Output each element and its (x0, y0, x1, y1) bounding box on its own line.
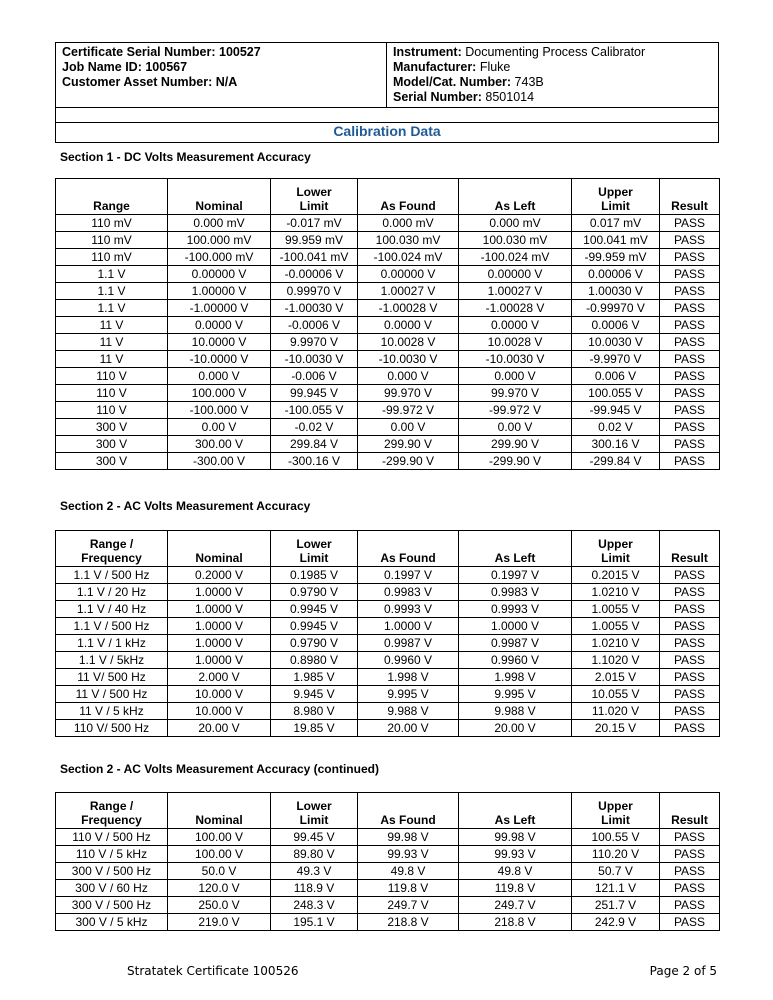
instrument-line: Instrument: Documenting Process Calibrator (393, 45, 646, 59)
table-row (56, 402, 720, 419)
column-header: As Found (358, 793, 459, 829)
table-cell: 1.0210 V (572, 635, 660, 652)
table-row (56, 635, 720, 652)
table-cell: PASS (660, 914, 720, 931)
table-cell: 242.9 V (572, 914, 660, 931)
column-header: Range / Frequency (56, 793, 168, 829)
table-cell: 10.0000 V (168, 334, 271, 351)
table-cell: 50.7 V (572, 863, 660, 880)
table-cell: 300 V (56, 436, 168, 453)
table-cell: 195.1 V (271, 914, 358, 931)
table-cell: 89.80 V (271, 846, 358, 863)
table-cell: 49.3 V (271, 863, 358, 880)
table-cell: -10.0000 V (168, 351, 271, 368)
table-cell: -10.0030 V (358, 351, 459, 368)
table-row (56, 880, 720, 897)
table-cell: 1.0000 V (168, 635, 271, 652)
table-cell: 9.9970 V (271, 334, 358, 351)
serial-number-line: Serial Number: 8501014 (393, 90, 535, 104)
customer-asset-number: Customer Asset Number: N/A (62, 75, 238, 89)
table-row (56, 686, 720, 703)
table-cell: 1.00030 V (572, 283, 660, 300)
table-cell: PASS (660, 266, 720, 283)
table-cell: -100.041 mV (271, 249, 358, 266)
table-cell: 100.030 mV (459, 232, 572, 249)
table-cell: 100.000 mV (168, 232, 271, 249)
column-header: As Left (459, 793, 572, 829)
table-cell: 10.0028 V (459, 334, 572, 351)
column-header: As Left (459, 531, 572, 567)
table-cell: 249.7 V (358, 897, 459, 914)
table-cell: 1.00027 V (358, 283, 459, 300)
table-cell: -0.017 mV (271, 215, 358, 232)
table-cell: 1.1 V / 500 Hz (56, 618, 168, 635)
table-cell: 119.8 V (459, 880, 572, 897)
table-cell: PASS (660, 897, 720, 914)
column-header: Result (660, 531, 720, 567)
table-cell: 1.1 V (56, 266, 168, 283)
table-cell: 119.8 V (358, 880, 459, 897)
manufacturer-line: Manufacturer: Fluke (393, 60, 511, 74)
table-cell: -99.959 mV (572, 249, 660, 266)
table-cell: 0.9987 V (358, 635, 459, 652)
table-cell: 250.0 V (168, 897, 271, 914)
table-cell: 0.000 mV (358, 215, 459, 232)
table-cell: -0.99970 V (572, 300, 660, 317)
table-cell: 9.988 V (358, 703, 459, 720)
table-cell: PASS (660, 436, 720, 453)
table-cell: PASS (660, 215, 720, 232)
table-cell: 251.7 V (572, 897, 660, 914)
table-cell: 1.1020 V (572, 652, 660, 669)
table-cell: 100.00 V (168, 846, 271, 863)
table-cell: 1.00000 V (168, 283, 271, 300)
table-row (56, 567, 720, 584)
table-cell: 11 V / 5 kHz (56, 703, 168, 720)
table-row (56, 618, 720, 635)
table-cell: 1.998 V (358, 669, 459, 686)
table-cell: -99.972 V (358, 402, 459, 419)
table-cell: 300 V (56, 453, 168, 470)
table-cell: 300.00 V (168, 436, 271, 453)
column-header: As Found (358, 179, 459, 215)
table-row (56, 419, 720, 436)
table-row (56, 283, 720, 300)
table-cell: PASS (660, 686, 720, 703)
job-name-id: Job Name ID: 100567 (62, 60, 188, 74)
table-row (56, 846, 720, 863)
calibration-data-title: Calibration Data (56, 123, 719, 143)
table-cell: 11 V / 500 Hz (56, 686, 168, 703)
table-row (56, 703, 720, 720)
table-cell: 2.000 V (168, 669, 271, 686)
table-cell: 100.55 V (572, 829, 660, 846)
table-cell: 100.030 mV (358, 232, 459, 249)
section-1-title: Section 1 - DC Volts Measurement Accuracy (60, 150, 311, 164)
table-cell: 11 V (56, 317, 168, 334)
table-cell: 0.000 V (459, 368, 572, 385)
table-cell: PASS (660, 351, 720, 368)
table-cell: -299.90 V (358, 453, 459, 470)
table-header-row (56, 179, 720, 215)
table-row (56, 232, 720, 249)
table-cell: 300 V / 60 Hz (56, 880, 168, 897)
table-cell: PASS (660, 567, 720, 584)
table-cell: 0.00000 V (168, 266, 271, 283)
table-cell: 110 mV (56, 249, 168, 266)
column-header: As Found (358, 531, 459, 567)
table-cell: 118.9 V (271, 880, 358, 897)
table-cell: 20.00 V (358, 720, 459, 737)
table-cell: 1.0210 V (572, 584, 660, 601)
table-cell: 0.00000 V (459, 266, 572, 283)
table-cell: 1.0000 V (168, 601, 271, 618)
column-header: Lower Limit (271, 793, 358, 829)
table-row (56, 334, 720, 351)
table-row (56, 317, 720, 334)
table-cell: 19.85 V (271, 720, 358, 737)
column-header: Lower Limit (271, 179, 358, 215)
table-cell: 1.1 V / 500 Hz (56, 567, 168, 584)
table-row (56, 215, 720, 232)
table-cell: -99.945 V (572, 402, 660, 419)
table-cell: -0.02 V (271, 419, 358, 436)
table-cell: 99.93 V (358, 846, 459, 863)
table-cell: 99.45 V (271, 829, 358, 846)
table-cell: -0.00006 V (271, 266, 358, 283)
section-2-continued-title: Section 2 - AC Volts Measurement Accuracy (continued) (60, 762, 379, 776)
table-cell: 9.995 V (459, 686, 572, 703)
table-cell: PASS (660, 863, 720, 880)
table-cell: PASS (660, 720, 720, 737)
table-cell: -0.006 V (271, 368, 358, 385)
table-cell: -100.024 mV (358, 249, 459, 266)
table-cell: 11 V (56, 334, 168, 351)
table-cell: PASS (660, 283, 720, 300)
table-cell: 1.985 V (271, 669, 358, 686)
table-cell: PASS (660, 601, 720, 618)
table-cell: 0.1997 V (459, 567, 572, 584)
table-cell: 0.9960 V (358, 652, 459, 669)
table-cell: -100.055 V (271, 402, 358, 419)
table-cell: 0.2000 V (168, 567, 271, 584)
table-row (56, 863, 720, 880)
model-line: Model/Cat. Number: 743B (393, 75, 544, 89)
table-cell: 248.3 V (271, 897, 358, 914)
table-cell: 0.0000 V (358, 317, 459, 334)
table-cell: 1.1 V / 40 Hz (56, 601, 168, 618)
table-cell: 300 V (56, 419, 168, 436)
footer-certificate: Stratatek Certificate 100526 (127, 964, 299, 978)
table-row (56, 601, 720, 618)
table-cell: -1.00030 V (271, 300, 358, 317)
table-cell: 1.0000 V (459, 618, 572, 635)
table-cell: 99.98 V (358, 829, 459, 846)
column-header: Nominal (168, 179, 271, 215)
certificate-info (56, 43, 387, 108)
dc-volts-table (55, 178, 720, 470)
table-cell: 110 V / 500 Hz (56, 829, 168, 846)
table-cell: 300 V / 5 kHz (56, 914, 168, 931)
table-cell: 100.055 V (572, 385, 660, 402)
table-cell: -299.84 V (572, 453, 660, 470)
table-row (56, 436, 720, 453)
table-cell: PASS (660, 300, 720, 317)
table-cell: 100.000 V (168, 385, 271, 402)
table-cell: 9.995 V (358, 686, 459, 703)
table-cell: PASS (660, 652, 720, 669)
table-row (56, 368, 720, 385)
table-cell: 0.99970 V (271, 283, 358, 300)
table-row (56, 385, 720, 402)
table-cell: 0.2015 V (572, 567, 660, 584)
table-cell: 0.000 mV (168, 215, 271, 232)
table-cell: 20.00 V (459, 720, 572, 737)
table-header-row (56, 793, 720, 829)
instrument-info (387, 43, 719, 108)
table-cell: 1.0055 V (572, 618, 660, 635)
table-cell: 0.8980 V (271, 652, 358, 669)
table-cell: 20.00 V (168, 720, 271, 737)
column-header: Nominal (168, 531, 271, 567)
column-header: Nominal (168, 793, 271, 829)
table-cell: 110.20 V (572, 846, 660, 863)
table-cell: PASS (660, 618, 720, 635)
table-cell: 0.9790 V (271, 584, 358, 601)
table-cell: 50.0 V (168, 863, 271, 880)
table-cell: 0.9993 V (358, 601, 459, 618)
table-cell: 11 V/ 500 Hz (56, 669, 168, 686)
table-cell: 0.9987 V (459, 635, 572, 652)
table-cell: 0.9945 V (271, 601, 358, 618)
table-cell: 49.8 V (459, 863, 572, 880)
table-cell: 20.15 V (572, 720, 660, 737)
table-cell: 300.16 V (572, 436, 660, 453)
table-cell: 1.1 V (56, 300, 168, 317)
table-cell: 300 V / 500 Hz (56, 863, 168, 880)
table-cell: -100.000 V (168, 402, 271, 419)
table-cell: 0.000 V (358, 368, 459, 385)
table-cell: PASS (660, 368, 720, 385)
table-cell: 1.998 V (459, 669, 572, 686)
table-cell: 100.00 V (168, 829, 271, 846)
column-header: Upper Limit (572, 531, 660, 567)
table-cell: PASS (660, 829, 720, 846)
table-cell: 299.84 V (271, 436, 358, 453)
table-cell: 100.041 mV (572, 232, 660, 249)
table-cell: 9.988 V (459, 703, 572, 720)
table-cell: 1.00027 V (459, 283, 572, 300)
table-cell: -10.0030 V (271, 351, 358, 368)
table-cell: PASS (660, 669, 720, 686)
table-cell: 0.1997 V (358, 567, 459, 584)
table-cell: 99.98 V (459, 829, 572, 846)
table-cell: 0.02 V (572, 419, 660, 436)
column-header: Result (660, 793, 720, 829)
table-cell: PASS (660, 846, 720, 863)
table-cell: 99.945 V (271, 385, 358, 402)
table-cell: PASS (660, 419, 720, 436)
table-cell: PASS (660, 385, 720, 402)
table-cell: 1.0000 V (358, 618, 459, 635)
table-cell: 11 V (56, 351, 168, 368)
table-cell: -0.0006 V (271, 317, 358, 334)
table-cell: 0.9945 V (271, 618, 358, 635)
table-cell: -300.00 V (168, 453, 271, 470)
table-cell: 0.00000 V (358, 266, 459, 283)
table-cell: 1.1 V / 5kHz (56, 652, 168, 669)
table-cell: 0.0000 V (168, 317, 271, 334)
table-cell: 110 V/ 500 Hz (56, 720, 168, 737)
table-cell: 110 V / 5 kHz (56, 846, 168, 863)
table-cell: 219.0 V (168, 914, 271, 931)
table-cell: 1.0055 V (572, 601, 660, 618)
certificate-serial: Certificate Serial Number: 100527 (62, 45, 261, 59)
table-cell: 0.1985 V (271, 567, 358, 584)
column-header: As Left (459, 179, 572, 215)
table-cell: 218.8 V (358, 914, 459, 931)
column-header: Lower Limit (271, 531, 358, 567)
table-row (56, 300, 720, 317)
table-cell: 0.9983 V (459, 584, 572, 601)
table-cell: 1.0000 V (168, 618, 271, 635)
table-cell: 9.945 V (271, 686, 358, 703)
table-cell: 2.015 V (572, 669, 660, 686)
table-cell: -1.00000 V (168, 300, 271, 317)
table-row (56, 829, 720, 846)
table-row (56, 652, 720, 669)
table-cell: 10.0028 V (358, 334, 459, 351)
table-cell: 110 V (56, 368, 168, 385)
table-cell: -9.9970 V (572, 351, 660, 368)
table-row (56, 669, 720, 686)
ac-volts-table (55, 530, 720, 737)
table-cell: 1.1 V / 20 Hz (56, 584, 168, 601)
table-cell: 0.9960 V (459, 652, 572, 669)
table-row (56, 351, 720, 368)
table-cell: 0.9993 V (459, 601, 572, 618)
table-cell: 10.000 V (168, 686, 271, 703)
table-cell: 1.0000 V (168, 584, 271, 601)
table-cell: 10.055 V (572, 686, 660, 703)
table-cell: -1.00028 V (459, 300, 572, 317)
table-cell: 0.0000 V (459, 317, 572, 334)
table-row (56, 249, 720, 266)
table-cell: PASS (660, 402, 720, 419)
table-cell: 0.000 V (168, 368, 271, 385)
section-2-title: Section 2 - AC Volts Measurement Accuracy (60, 499, 311, 513)
table-cell: 110 mV (56, 232, 168, 249)
table-cell: 218.8 V (459, 914, 572, 931)
table-cell: 110 V (56, 385, 168, 402)
table-row (56, 453, 720, 470)
table-cell: 1.1 V (56, 283, 168, 300)
table-row (56, 914, 720, 931)
table-cell: 110 V (56, 402, 168, 419)
table-cell: -99.972 V (459, 402, 572, 419)
table-cell: PASS (660, 249, 720, 266)
table-cell: 1.0000 V (168, 652, 271, 669)
table-cell: PASS (660, 635, 720, 652)
table-cell: 0.006 V (572, 368, 660, 385)
table-cell: 0.00 V (459, 419, 572, 436)
table-cell: -1.00028 V (358, 300, 459, 317)
table-cell: 120.0 V (168, 880, 271, 897)
table-cell: PASS (660, 317, 720, 334)
table-cell: 0.017 mV (572, 215, 660, 232)
table-cell: 99.959 mV (271, 232, 358, 249)
table-cell: 8.980 V (271, 703, 358, 720)
table-cell: -100.000 mV (168, 249, 271, 266)
ac-volts-continued-table (55, 792, 720, 931)
table-cell: 99.970 V (358, 385, 459, 402)
table-cell: 0.9790 V (271, 635, 358, 652)
table-cell: 10.0030 V (572, 334, 660, 351)
table-cell: 1.1 V / 1 kHz (56, 635, 168, 652)
table-cell: -300.16 V (271, 453, 358, 470)
column-header: Upper Limit (572, 179, 660, 215)
table-cell: 300 V / 500 Hz (56, 897, 168, 914)
table-cell: 249.7 V (459, 897, 572, 914)
table-row (56, 266, 720, 283)
table-cell: PASS (660, 584, 720, 601)
footer-page-number: Page 2 of 5 (649, 964, 717, 978)
table-cell: 299.90 V (358, 436, 459, 453)
table-cell: 0.000 mV (459, 215, 572, 232)
table-cell: 0.0006 V (572, 317, 660, 334)
table-cell: 10.000 V (168, 703, 271, 720)
column-header: Range (56, 179, 168, 215)
table-cell: PASS (660, 880, 720, 897)
column-header: Range / Frequency (56, 531, 168, 567)
table-cell: 110 mV (56, 215, 168, 232)
table-cell: -299.90 V (459, 453, 572, 470)
table-cell: 0.00 V (168, 419, 271, 436)
table-cell: 121.1 V (572, 880, 660, 897)
table-cell: 0.00006 V (572, 266, 660, 283)
table-cell: 0.00 V (358, 419, 459, 436)
column-header: Upper Limit (572, 793, 660, 829)
table-cell: PASS (660, 334, 720, 351)
column-header: Result (660, 179, 720, 215)
table-cell: 11.020 V (572, 703, 660, 720)
table-cell: 0.9983 V (358, 584, 459, 601)
table-cell: -10.0030 V (459, 351, 572, 368)
table-cell: 49.8 V (358, 863, 459, 880)
certificate-header (55, 42, 719, 143)
table-cell: PASS (660, 453, 720, 470)
table-cell: 99.93 V (459, 846, 572, 863)
table-row (56, 897, 720, 914)
table-cell: 299.90 V (459, 436, 572, 453)
table-cell: 99.970 V (459, 385, 572, 402)
table-cell: PASS (660, 703, 720, 720)
table-row (56, 720, 720, 737)
table-cell: -100.024 mV (459, 249, 572, 266)
table-row (56, 584, 720, 601)
header-spacer (56, 108, 719, 123)
table-header-row (56, 531, 720, 567)
table-cell: PASS (660, 232, 720, 249)
